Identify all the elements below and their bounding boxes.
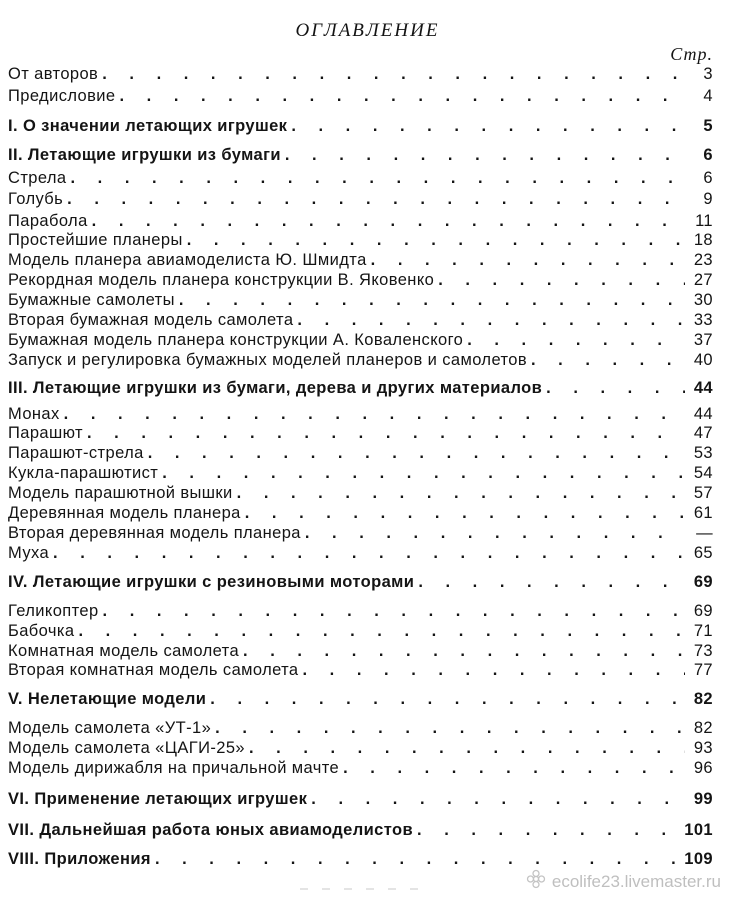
dot-leader xyxy=(210,689,685,709)
dot-leader xyxy=(53,543,685,563)
toc-entry xyxy=(8,290,713,310)
dot-leader xyxy=(120,86,686,106)
toc-page-number: 44 xyxy=(693,379,713,397)
toc-entry-label: I. О значении летающих игрушек xyxy=(8,117,288,135)
toc-entry xyxy=(8,738,713,758)
toc-entry-label: IV. Летающие игрушки с резиновыми моторами xyxy=(8,573,415,591)
dot-leader xyxy=(87,423,685,443)
toc-entry xyxy=(8,621,713,641)
toc-entry xyxy=(8,230,713,250)
toc-entry xyxy=(8,270,713,290)
toc-entry xyxy=(8,350,713,370)
toc-section-entry xyxy=(8,849,713,869)
dot-leader xyxy=(303,660,685,680)
toc-entry xyxy=(8,443,713,463)
toc-entry xyxy=(8,310,713,330)
dot-leader xyxy=(92,211,685,231)
toc-entry-label: Геликоптер xyxy=(8,602,99,620)
toc-page-number: 69 xyxy=(693,573,713,591)
toc-page-number: 96 xyxy=(693,759,713,777)
toc-page-number: 18 xyxy=(693,231,713,249)
toc-entry-label: Бабочка xyxy=(8,622,75,640)
toc-page-number: 44 xyxy=(693,405,713,423)
toc-page-number: 9 xyxy=(703,190,713,208)
toc-section-entry xyxy=(8,789,713,809)
toc-entry-label: VIII. Приложения xyxy=(8,850,151,868)
toc-section-entry xyxy=(8,116,713,136)
toc-page-number: 99 xyxy=(693,790,713,808)
toc-entry xyxy=(8,64,713,84)
toc-entry xyxy=(8,86,713,106)
toc-entry-label: Простейшие планеры xyxy=(8,231,183,249)
toc-entry xyxy=(8,543,713,563)
toc-entry-label: Модель дирижабля на причальной мачте xyxy=(8,759,340,777)
toc-entry xyxy=(8,189,713,209)
dot-leader xyxy=(311,789,685,809)
toc-page-number: 30 xyxy=(693,291,713,309)
toc-page-number: 82 xyxy=(693,719,713,737)
dot-leader xyxy=(148,443,685,463)
dot-leader xyxy=(305,523,685,543)
dot-leader xyxy=(103,601,685,621)
dot-leader xyxy=(546,378,685,398)
toc-page-number: — xyxy=(696,524,713,542)
toc-entry xyxy=(8,211,713,231)
toc-entry xyxy=(8,601,713,621)
toc-entry-label: Модель планера авиамоделиста Ю. Шмидта xyxy=(8,251,367,269)
toc-page-number: 54 xyxy=(693,464,713,482)
dot-leader xyxy=(418,572,685,592)
toc-entry-label: Вторая бумажная модель самолета xyxy=(8,311,294,329)
toc-entry-label: Монах xyxy=(8,405,60,423)
toc-entry-label: III. Летающие игрушки из бумаги, дерева и других материалов xyxy=(8,379,543,397)
toc-page-number: 65 xyxy=(693,544,713,562)
toc-page-number: 3 xyxy=(703,65,713,83)
toc-entry-label: VI. Применение летающих игрушек xyxy=(8,790,308,808)
toc-entry xyxy=(8,718,713,738)
page-column-label: Стр. xyxy=(670,44,713,64)
dot-leader xyxy=(343,758,685,778)
dot-leader xyxy=(245,503,685,523)
dot-leader xyxy=(237,483,685,503)
toc-entry xyxy=(8,250,713,270)
toc-page-number: 5 xyxy=(703,117,713,135)
toc-entry-label: Вторая деревянная модель планера xyxy=(8,524,301,542)
toc-entry-label: Бумажная модель планера конструкции А. Коваленского xyxy=(8,331,464,349)
toc-entry-label: Рекордная модель планера конструкции В. Яковенко xyxy=(8,271,435,289)
toc-entry xyxy=(8,330,713,350)
dot-leader xyxy=(155,849,680,869)
toc-entry-label: Предисловие xyxy=(8,87,116,105)
toc-entry-label: Модель самолета «ЦАГИ-25» xyxy=(8,739,245,757)
toc-entry-label: Модель парашютной вышки xyxy=(8,484,233,502)
watermark-text: ecolife23.livemaster.ru xyxy=(551,871,721,891)
page-title: ОГЛАВЛЕНИЕ xyxy=(295,20,440,41)
toc-entry-label: Модель самолета «УТ-1» xyxy=(8,719,212,737)
toc-entry-label: Комнатная модель самолета xyxy=(8,642,240,660)
toc-page-number: 6 xyxy=(703,169,713,187)
toc-page-number: 40 xyxy=(693,351,713,369)
toc-page-number: 6 xyxy=(703,146,713,164)
dot-leader xyxy=(417,820,680,840)
toc-entry xyxy=(8,483,713,503)
toc-page-number: 101 xyxy=(684,821,713,839)
dot-leader xyxy=(70,168,685,188)
toc-entry-label: II. Летающие игрушки из бумаги xyxy=(8,146,281,164)
toc-page-number: 69 xyxy=(693,602,713,620)
toc-section-entry xyxy=(8,145,713,165)
footer-smudge xyxy=(300,884,420,894)
toc-entry-label: Кукла-парашютист xyxy=(8,464,159,482)
toc-page-number: 23 xyxy=(693,251,713,269)
dot-leader xyxy=(179,290,685,310)
toc-page-number: 109 xyxy=(684,850,713,868)
dot-leader xyxy=(162,463,685,483)
dot-leader xyxy=(291,116,685,136)
dot-leader xyxy=(102,64,685,84)
toc-entry-label: Голубь xyxy=(8,190,64,208)
dot-leader xyxy=(64,404,685,424)
toc-entry xyxy=(8,168,713,188)
dot-leader xyxy=(297,310,685,330)
watermark xyxy=(526,869,721,894)
flower-logo-icon xyxy=(526,869,546,894)
toc-entry-label: V. Нелетающие модели xyxy=(8,690,207,708)
dot-leader xyxy=(249,738,685,758)
toc-page-number: 71 xyxy=(693,622,713,640)
dot-leader xyxy=(187,230,685,250)
toc-page-number: 57 xyxy=(693,484,713,502)
dot-leader xyxy=(438,270,685,290)
toc-entry xyxy=(8,404,713,424)
toc-page-number: 33 xyxy=(693,311,713,329)
toc-entry-label: Вторая комнатная модель самолета xyxy=(8,661,299,679)
toc-page-number: 61 xyxy=(693,504,713,522)
dot-leader xyxy=(67,189,685,209)
toc-entry xyxy=(8,758,713,778)
toc-entry-label: Бумажные самолеты xyxy=(8,291,175,309)
toc-page-number: 11 xyxy=(695,212,713,230)
toc-entry xyxy=(8,423,713,443)
toc-page-number: 47 xyxy=(693,424,713,442)
toc-entry-label: VII. Дальнейшая работа юных авиамоделистов xyxy=(8,821,414,839)
toc-entry-label: Стрела xyxy=(8,169,67,187)
dot-leader xyxy=(531,350,685,370)
toc-page-number: 93 xyxy=(693,739,713,757)
toc-entry-label: От авторов xyxy=(8,65,99,83)
toc-entry xyxy=(8,660,713,680)
toc-page-number: 73 xyxy=(693,642,713,660)
toc-page-number: 37 xyxy=(693,331,713,349)
toc-entry-label: Парашют xyxy=(8,424,83,442)
toc-page-number: 4 xyxy=(703,87,713,105)
toc-entry-label: Запуск и регулировка бумажных моделей планеров и самолетов xyxy=(8,351,527,369)
toc-page-number: 53 xyxy=(693,444,713,462)
toc-entry-label: Парашют-стрела xyxy=(8,444,144,462)
toc-entry xyxy=(8,641,713,661)
dot-leader xyxy=(285,145,685,165)
toc-section-entry xyxy=(8,689,713,709)
dot-leader xyxy=(467,330,685,350)
toc-page-number: 77 xyxy=(693,661,713,679)
toc-entry xyxy=(8,463,713,483)
toc-entry-label: Муха xyxy=(8,544,50,562)
dot-leader xyxy=(78,621,685,641)
dot-leader xyxy=(215,718,685,738)
toc-page-number: 27 xyxy=(693,271,713,289)
toc-section-entry xyxy=(8,378,713,398)
toc-entry-label: Деревянная модель планера xyxy=(8,504,241,522)
dot-leader xyxy=(371,250,685,270)
toc-entry xyxy=(8,523,713,543)
toc-section-entry xyxy=(8,820,713,840)
toc-page-number: 82 xyxy=(693,690,713,708)
toc-section-entry xyxy=(8,572,713,592)
toc-entry-label: Парабола xyxy=(8,212,88,230)
toc-entry xyxy=(8,503,713,523)
dot-leader xyxy=(243,641,685,661)
